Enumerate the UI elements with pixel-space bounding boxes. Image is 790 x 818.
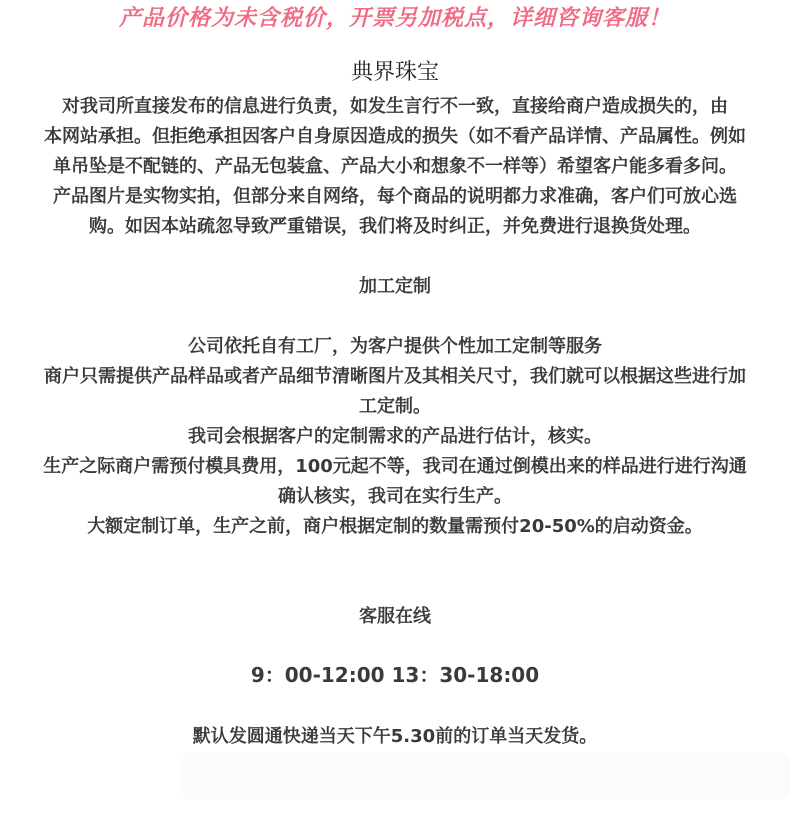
custom-line: 生产之际商户需预付模具费用，100元起不等，我司在通过倒模出来的样品进行进行沟通 (43, 456, 747, 477)
intro-line: 产品图片是实物实拍，但部分来自网络，每个商品的说明都力求准确，客户们可放心选 (53, 186, 737, 207)
intro-line: 对我司所直接发布的信息进行负责，如发生言行不一致，直接给商户造成损失的，由 (62, 96, 728, 117)
intro-line: 本网站承担。但拒绝承担因客户自身原因造成的损失（如不看产品详情、产品属性。例如 (44, 126, 746, 147)
intro-line: 购。如因本站疏忽导致严重错误，我们将及时纠正，并免费进行退换货处理。 (89, 216, 701, 237)
custom-line: 工定制。 (359, 396, 431, 417)
custom-section (0, 332, 790, 542)
brand-title: 典界珠宝 (350, 60, 439, 85)
custom-line: 公司依托自有工厂，为客户提供个性加工定制等服务 (188, 336, 602, 357)
custom-heading: 加工定制 (359, 276, 431, 297)
intro-line: 单吊坠是不配链的、产品无包装盒、产品大小和想象不一样等）希望客户能多看多问。 (53, 156, 737, 177)
custom-line: 大额定制订单，生产之前，商户根据定制的数量需预付20-50%的启动资金。 (87, 516, 703, 537)
tax-notice: 产品价格为未含税价，开票另加税点，详细咨询客服！ (118, 6, 671, 31)
custom-line: 确认核实，我司在实行生产。 (278, 486, 512, 507)
custom-line: 商户只需提供产品样品或者产品细节清晰图片及其相关尺寸，我们就可以根据这些进行加 (44, 366, 746, 387)
intro-paragraph (0, 92, 790, 242)
faint-background-box (180, 752, 790, 800)
service-heading: 客服在线 (359, 606, 431, 627)
service-hours: 9：00-12:00 13：30-18:00 (250, 663, 540, 687)
custom-line: 我司会根据客户的定制需求的产品进行估计，核实。 (188, 426, 602, 447)
shipping-note: 默认发圆通快递当天下午5.30前的订单当天发货。 (192, 726, 598, 747)
